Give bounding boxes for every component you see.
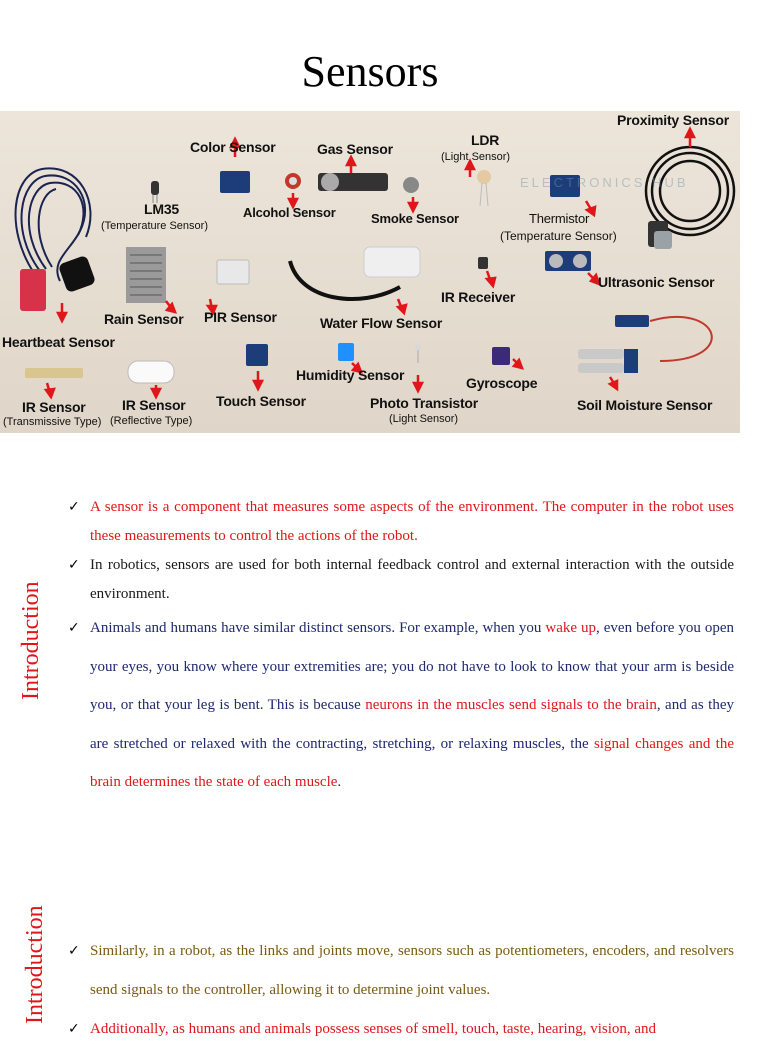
label-ir-sensor-transmissive: IR Sensor	[22, 399, 86, 415]
label-ir-receiver: IR Receiver	[441, 289, 516, 305]
label-ir-sensor-reflective-sub: (Reflective Type)	[110, 415, 193, 427]
watermark: ELECTRONICS HUB	[520, 175, 689, 190]
label-proximity-sensor: Proximity Sensor	[617, 112, 729, 128]
label-water-flow-sensor: Water Flow Sensor	[320, 315, 443, 331]
label-humidity-sensor: Humidity Sensor	[296, 367, 405, 383]
sensors-photo	[0, 111, 740, 433]
bullet-text-segment: Additionally, as humans and animals possess senses of smell, touch, taste, hearing, vision, and	[90, 1021, 657, 1037]
label-photo-transistor: Photo Transistor	[370, 395, 479, 411]
label-ldr-sub: (Light Sensor)	[441, 151, 511, 163]
label-gas-sensor: Gas Sensor	[317, 141, 393, 157]
bullet-text-segment: signal changes and the brain determines the state of each muscle	[90, 735, 734, 790]
label-ultrasonic-sensor: Ultrasonic Sensor	[598, 274, 715, 290]
label-ldr: LDR	[471, 132, 500, 148]
checkmark-icon: ✓	[68, 1021, 80, 1037]
label-smoke-sensor: Smoke Sensor	[371, 211, 459, 226]
bullet-text-segment: Animals and humans have similar distinct sensors. For example, when you	[90, 620, 546, 636]
checkmark-icon: ✓	[68, 943, 80, 959]
robot-bullet-list	[68, 932, 734, 1049]
page-title: Sensors	[301, 47, 439, 96]
bullet-text-segment: , and as they are stretched or relaxed with the contracting, stretching, or relaxing muscles, the	[90, 697, 734, 752]
bullet-text-segment: A sensor is a component that measures some aspects of the environment. The computer in the robot uses these measurements to control the actions of the robot.	[90, 499, 734, 544]
checkmark-icon: ✓	[68, 557, 80, 573]
bullet-text-segment: Similarly, in a robot, as the links and joints move, sensors such as potentiometers, encoders, and resolvers send signals to the controller, allowing it to determine joint values.	[90, 943, 734, 998]
bullet-item	[68, 493, 734, 551]
side-heading-secondary: Introduction	[22, 905, 48, 1024]
label-ir-sensor-reflective: IR Sensor	[122, 397, 186, 413]
label-rain-sensor: Rain Sensor	[104, 311, 184, 327]
bullet-text-segment: neurons in the muscles send signals to the brain	[365, 697, 657, 713]
label-heartbeat-sensor: Heartbeat Sensor	[2, 334, 115, 350]
bullet-item	[68, 551, 734, 609]
bullet-text-segment: .	[337, 774, 342, 790]
label-thermistor-sub: (Temperature Sensor)	[500, 229, 617, 243]
bullet-item	[68, 932, 734, 1010]
label-gyroscope: Gyroscope	[466, 375, 538, 391]
bullet-text-segment: wake up	[545, 620, 597, 636]
label-lm35: LM35	[144, 201, 179, 217]
bullet-item	[68, 609, 734, 802]
label-alcohol-sensor: Alcohol Sensor	[243, 205, 336, 220]
label-ir-sensor-transmissive-sub: (Transmissive Type)	[3, 416, 102, 428]
checkmark-icon: ✓	[68, 620, 80, 636]
label-soil-moisture-sensor: Soil Moisture Sensor	[577, 397, 713, 413]
bullet-text-segment: In robotics, sensors are used for both internal feedback control and external interaction with the outside environment.	[90, 557, 734, 602]
label-lm35-sub: (Temperature Sensor)	[101, 220, 208, 232]
label-touch-sensor: Touch Sensor	[216, 393, 306, 409]
side-heading: Introduction	[18, 581, 44, 700]
label-photo-transistor-sub: (Light Sensor)	[389, 413, 459, 425]
checkmark-icon: ✓	[68, 499, 80, 515]
bullet-text-segment: , even before you open your eyes, you know where your extremities are; you do not have to look to know that your arm is beside you, or that your leg is bent. This is because	[90, 620, 735, 713]
bullet-item	[68, 1010, 734, 1049]
label-color-sensor: Color Sensor	[190, 139, 276, 155]
label-thermistor: Thermistor	[529, 211, 590, 226]
label-pir-sensor: PIR Sensor	[204, 309, 277, 325]
sensor-illustration	[0, 111, 740, 433]
intro-bullet-list	[68, 493, 734, 802]
